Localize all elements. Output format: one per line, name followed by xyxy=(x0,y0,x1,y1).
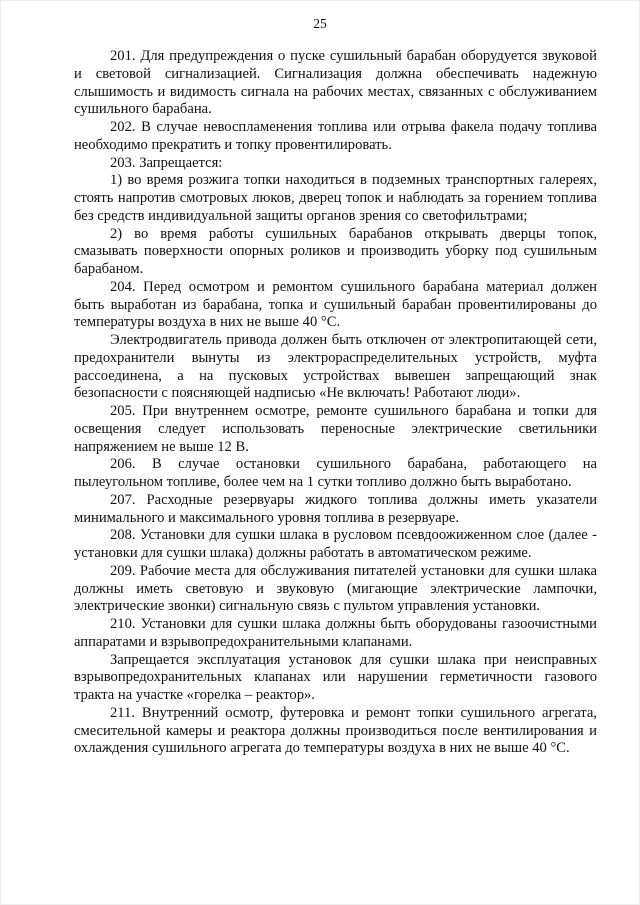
paragraph-206: 206. В случае остановки сушильного барабана, работающего на пылеугольном топливе, более чем на 1 сутки топливо должно быть выработано. xyxy=(74,456,597,490)
paragraph-203-item-1: 1) во время розжига топки находиться в подземных транспортных галереях, стоять напротив смотровых люков, дверец топок и наблюдать за горением топлива без средств индивидуальной защиты органов зрения со светофильтрами; xyxy=(74,172,597,224)
paragraph-204: 204. Перед осмотром и ремонтом сушильного барабана материал должен быть выработан из барабана, топка и сушильный барабан провентилированы до температуры воздуха в них не выше 40 °С. xyxy=(74,278,597,331)
paragraph-207: 207. Расходные резервуары жидкого топлива должны иметь указатели минимального и максимального уровня топлива в резервуаре. xyxy=(74,491,597,526)
paragraph-204-continuation: Электродвигатель привода должен быть отключен от электропитающей сети, предохранители вынуты из электрораспределительных устройств, муфта рассоединена, а на пусковых устройствах вывешен запрещающий знак безопасности с поясняющей надписью «Не включать! Работают люди». xyxy=(74,332,597,402)
page-number: 25 xyxy=(313,16,327,31)
document-body xyxy=(74,48,597,758)
paragraph-209: 209. Рабочие места для обслуживания питателей установки для сушки шлака должны иметь световую и звуковую (мигающие электрические лампочки, электрические звонки) сигнальную связь с пультом управления установки. xyxy=(74,562,597,615)
paragraph-211: 211. Внутренний осмотр, футеровка и ремонт топки сушильного агрегата, смесительной камеры и реактора должны производиться после вентилирования и охлаждения сушильного агрегата до температуры воздуха в них не выше 40 °С. xyxy=(74,704,597,757)
paragraph-210-continuation: Запрещается эксплуатация установок для сушки шлака при неисправных взрывопредохранительных клапанах или нарушении герметичности газового тракта на участке «горелка – реактор». xyxy=(74,651,597,703)
paragraph-201: 201. Для предупреждения о пуске сушильный барабан оборудуется звуковой и световой сигнализацией. Сигнализация должна обеспечивать надежную слышимость и видимость сигнала на рабочих местах, связанных с обслуживанием сушильного барабана. xyxy=(74,48,597,118)
paragraph-203-item-2: 2) во время работы сушильных барабанов открывать дверцы топок, смазывать поверхности опорных роликов и производить уборку под сушильным барабаном. xyxy=(74,225,597,277)
paragraph-210: 210. Установки для сушки шлака должны быть оборудованы газоочистными аппаратами и взрывопредохранительными клапанами. xyxy=(74,616,597,650)
paragraph-205: 205. При внутреннем осмотре, ремонте сушильного барабана и топки для освещения следует использовать переносные электрические светильники напряжением не выше 12 В. xyxy=(74,403,597,455)
paragraph-208: 208. Установки для сушки шлака в русловом псевдоожиженном слое (далее - установки для сушки шлака) должны работать в автоматическом режиме. xyxy=(74,527,597,561)
paragraph-203-heading: 203. Запрещается: xyxy=(110,154,223,171)
paragraph-202: 202. В случае невоспламенения топлива или отрыва факела подачу топлива необходимо прекратить и топку провентилировать. xyxy=(74,119,597,153)
